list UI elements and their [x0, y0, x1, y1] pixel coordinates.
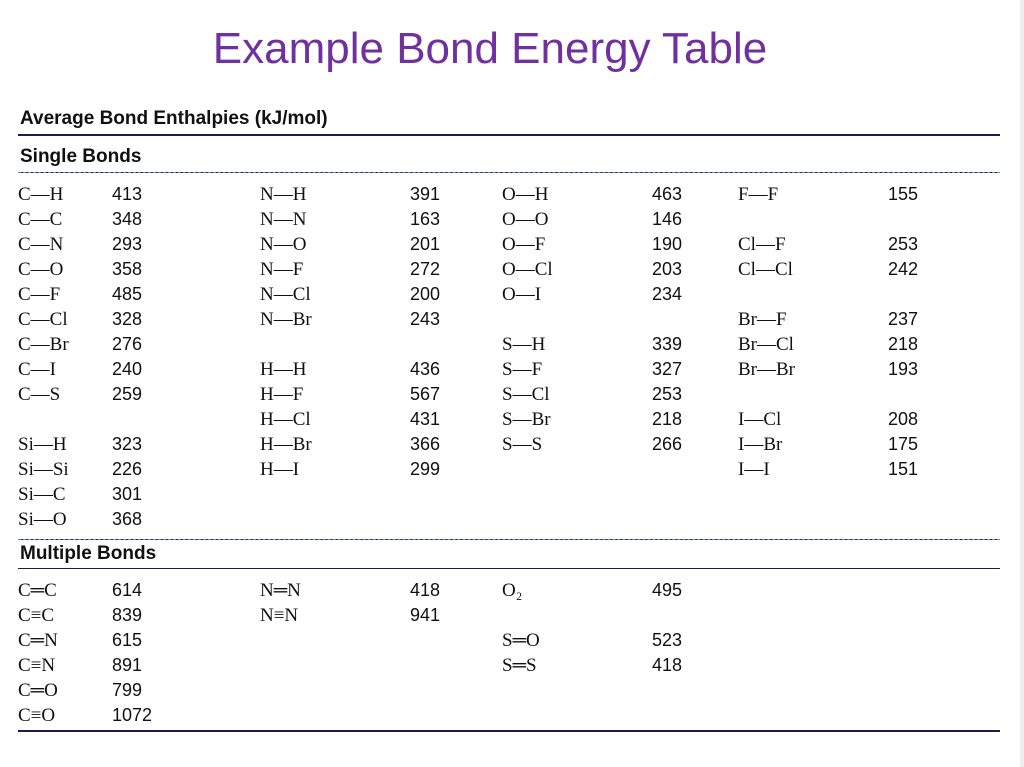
bond-energy-value: [410, 703, 502, 728]
bond-label: Cl—F: [738, 234, 786, 255]
bond-label: [738, 603, 888, 628]
bond-label: C—C: [18, 209, 63, 230]
bond-label: S═S: [502, 655, 537, 676]
bond-label: C—S: [18, 384, 61, 405]
bond-label: C—H: [18, 184, 64, 205]
multiple-bonds-divider: [18, 568, 1000, 569]
bond-label: [260, 332, 410, 357]
bond-energy-value: [410, 678, 502, 703]
bond-energy-value: [112, 407, 260, 432]
bond-label: Si—Si: [18, 459, 69, 480]
bond-label: [738, 628, 888, 653]
bond-label: I—Br: [738, 434, 783, 455]
bond-label: H—F: [260, 384, 304, 405]
bond-energy-value: 1072: [112, 705, 153, 725]
bond-energy-value: 368: [112, 509, 143, 529]
bond-energy-value: 799: [112, 680, 143, 700]
bond-label: S—Br: [502, 409, 551, 430]
slide-title: Example Bond Energy Table: [212, 24, 768, 73]
bond-label: Si—O: [18, 509, 67, 530]
bond-label: [738, 678, 888, 703]
bond-energy-value: [888, 578, 968, 603]
bond-energy-value: 495: [652, 580, 683, 600]
bond-energy-value: 413: [112, 184, 143, 204]
bond-energy-value: 253: [888, 234, 919, 254]
single-bonds-table: [18, 182, 968, 532]
bond-label: H—I: [260, 459, 300, 480]
bond-label: N—Cl: [260, 284, 311, 305]
bond-energy-value: [410, 628, 502, 653]
bond-label: Br—Br: [738, 359, 795, 380]
bond-label: N—H: [260, 184, 307, 205]
bond-label: [502, 457, 652, 482]
bond-energy-value: 276: [112, 334, 143, 354]
slide-edge: [1020, 0, 1024, 767]
bond-energy-value: 155: [888, 184, 919, 204]
bond-label: [502, 482, 652, 507]
bond-energy-value: 328: [112, 309, 143, 329]
bond-energy-value: [888, 603, 968, 628]
bond-energy-value: 485: [112, 284, 143, 304]
bond-label: N≡N: [260, 605, 299, 626]
single-bonds-label: Single Bonds: [20, 146, 142, 167]
bond-energy-value: 327: [652, 359, 683, 379]
table-bottom-rule: [18, 730, 1000, 732]
bond-label: O—H: [502, 184, 549, 205]
bond-energy-value: 259: [112, 384, 143, 404]
bond-label: H—Cl: [260, 409, 311, 430]
bond-energy-value: 391: [410, 184, 441, 204]
bond-energy-value: 323: [112, 434, 143, 454]
bond-energy-value: 463: [652, 184, 683, 204]
bond-label: [260, 653, 410, 678]
bond-energy-value: [652, 507, 738, 532]
bond-energy-value: [410, 507, 502, 532]
bond-label: [738, 578, 888, 603]
multiple-bonds-label: Multiple Bonds: [20, 543, 157, 564]
bond-energy-value: 431: [410, 409, 441, 429]
bond-energy-value: 941: [410, 605, 441, 625]
bond-energy-value: [410, 332, 502, 357]
bond-label: C═N: [18, 630, 58, 651]
bond-label: Si—H: [18, 434, 67, 455]
bond-energy-value: [652, 603, 738, 628]
table-heading: Average Bond Enthalpies (kJ/mol): [20, 108, 328, 129]
bond-label: O—Cl: [502, 259, 553, 280]
bond-energy-value: [888, 678, 968, 703]
bond-label: N═N: [260, 580, 301, 601]
bond-label: C—Br: [18, 334, 69, 355]
bond-energy-value: 253: [652, 384, 683, 404]
bond-label: C═C: [18, 580, 57, 601]
bond-label: [502, 307, 652, 332]
bond-label: O—O: [502, 209, 549, 230]
bond-label: [502, 603, 652, 628]
bond-energy-value: 226: [112, 459, 143, 479]
bond-label: [738, 482, 888, 507]
bond-label: Si—C: [18, 484, 66, 505]
bond-energy-value: 293: [112, 234, 143, 254]
bond-energy-value: 436: [410, 359, 441, 379]
bond-energy-value: [410, 653, 502, 678]
bond-label: N—N: [260, 209, 307, 230]
bond-energy-value: [652, 482, 738, 507]
bond-label: Br—Cl: [738, 334, 794, 355]
bond-label: Br—F: [738, 309, 787, 330]
bond-label: O—F: [502, 234, 546, 255]
bond-energy-value: 208: [888, 409, 919, 429]
bond-energy-value: 242: [888, 259, 919, 279]
table-top-rule: [18, 134, 1000, 136]
bond-energy-value: [888, 382, 968, 407]
bond-energy-value: 218: [652, 409, 683, 429]
multiple-bonds-table: [18, 578, 968, 728]
bond-energy-value: [888, 703, 968, 728]
bond-energy-value: 266: [652, 434, 683, 454]
bond-energy-value: [652, 457, 738, 482]
bond-energy-value: [652, 307, 738, 332]
bond-energy-value: 366: [410, 434, 441, 454]
bond-energy-value: 614: [112, 580, 143, 600]
bond-label: C—N: [18, 234, 64, 255]
bond-energy-value: [888, 282, 968, 307]
bond-energy-value: 523: [652, 630, 683, 650]
bond-energy-value: 201: [410, 234, 441, 254]
bond-label: C≡C: [18, 605, 55, 626]
bond-energy-value: 190: [652, 234, 683, 254]
bond-energy-value: 891: [112, 655, 143, 675]
bond-energy-value: 272: [410, 259, 441, 279]
bond-label: I—I: [738, 459, 770, 480]
bond-label: C≡N: [18, 655, 56, 676]
bond-energy-value: 418: [410, 580, 441, 600]
bond-energy-value: 418: [652, 655, 683, 675]
bond-energy-value: 237: [888, 309, 919, 329]
bond-label: C—I: [18, 359, 56, 380]
bond-energy-value: 200: [410, 284, 441, 304]
bond-energy-value: 240: [112, 359, 143, 379]
bond-energy-value: 234: [652, 284, 683, 304]
bond-energy-value: 243: [410, 309, 441, 329]
bond-energy-value: 299: [410, 459, 441, 479]
bond-label: [502, 703, 652, 728]
bond-label: [260, 678, 410, 703]
bond-energy-value: [888, 507, 968, 532]
bond-energy-value: [888, 653, 968, 678]
bond-label: S═O: [502, 630, 540, 651]
bond-energy-value: 146: [652, 209, 683, 229]
bond-energy-value: 175: [888, 434, 919, 454]
bond-label: O₂: [502, 580, 523, 601]
bond-label: H—Br: [260, 434, 312, 455]
bond-energy-value: 339: [652, 334, 683, 354]
bond-label: Cl—Cl: [738, 259, 793, 280]
bond-label: S—S: [502, 434, 543, 455]
bond-energy-value: 203: [652, 259, 683, 279]
bond-energy-value: 218: [888, 334, 919, 354]
bond-label: [738, 653, 888, 678]
bond-energy-value: 358: [112, 259, 143, 279]
bond-energy-value: 163: [410, 209, 441, 229]
bond-label: I—Cl: [738, 409, 782, 430]
bond-label: O—I: [502, 284, 542, 305]
bond-label: N—Br: [260, 309, 312, 330]
multiple-bonds-top-rule: [18, 539, 1000, 540]
bond-label: S—H: [502, 334, 546, 355]
bond-energy-value: [888, 628, 968, 653]
bond-label: [738, 507, 888, 532]
bond-energy-value: 193: [888, 359, 919, 379]
bond-energy-value: [888, 207, 968, 232]
bond-label: C—Cl: [18, 309, 68, 330]
bond-label: [502, 507, 652, 532]
bond-label: F—F: [738, 184, 779, 205]
bond-label: [502, 678, 652, 703]
bond-energy-value: 301: [112, 484, 143, 504]
bond-label: [260, 482, 410, 507]
bond-energy-value: 348: [112, 209, 143, 229]
bond-label: C═O: [18, 680, 58, 701]
bond-energy-value: [652, 703, 738, 728]
bond-label: [738, 282, 888, 307]
bond-energy-value: 567: [410, 384, 441, 404]
bond-label: S—Cl: [502, 384, 550, 405]
bond-label: [738, 703, 888, 728]
bond-energy-value: [888, 482, 968, 507]
bond-label: [738, 207, 888, 232]
bond-label: S—F: [502, 359, 543, 380]
bond-label: C—O: [18, 259, 64, 280]
bond-label: [260, 628, 410, 653]
bond-label: N—F: [260, 259, 304, 280]
bond-label: [738, 382, 888, 407]
bond-energy-value: 615: [112, 630, 143, 650]
single-bonds-divider: [18, 172, 1000, 173]
bond-label: C—F: [18, 284, 61, 305]
bond-label: H—H: [260, 359, 307, 380]
bond-label: [260, 507, 410, 532]
bond-label: C≡O: [18, 705, 56, 726]
bond-energy-value: 151: [888, 459, 919, 479]
bond-energy-value: 839: [112, 605, 143, 625]
bond-label: [260, 703, 410, 728]
bond-energy-value: [410, 482, 502, 507]
bond-energy-value: [652, 678, 738, 703]
bond-label: N—O: [260, 234, 307, 255]
